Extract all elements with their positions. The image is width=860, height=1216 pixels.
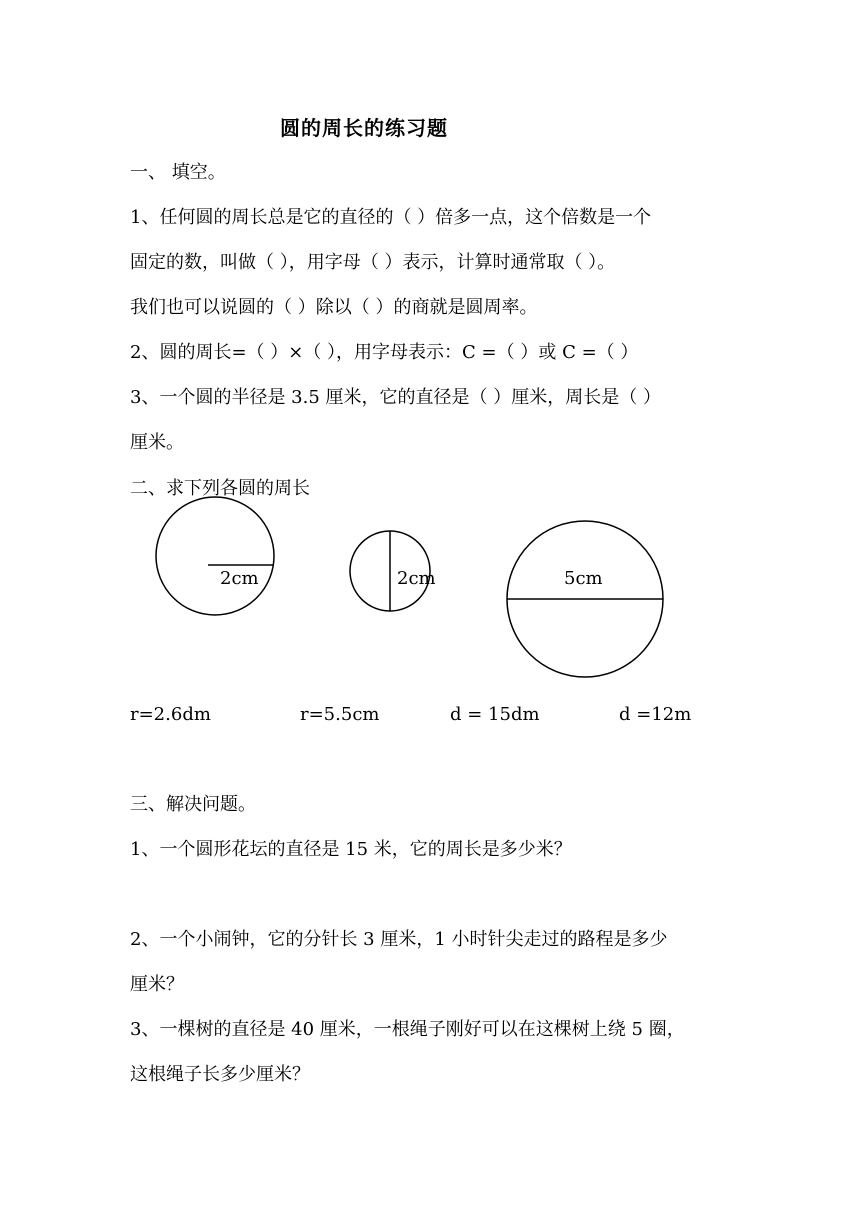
fill-question-1-line3: 我们也可以说圆的（ ）除以（ ）的商就是圆周率。 xyxy=(130,297,538,318)
section2-heading: 二、求下列各圆的周长 xyxy=(130,478,310,499)
circle-radius-figure xyxy=(156,497,274,615)
problem-3-line2: 这根绳子长多少厘米？ xyxy=(130,1064,310,1085)
given-3: d = 15dm xyxy=(450,704,540,725)
fill-question-3-line1: 3、一个圆的半径是 3.5 厘米，它的直径是（ ）厘米，周长是（ ） xyxy=(130,387,661,408)
fill-question-2: 2、圆的周长=（ ）×（ ），用字母表示：C =（ ）或 C =（ ） xyxy=(130,342,639,363)
given-4: d =12m xyxy=(619,704,692,725)
problem-1: 1、一个圆形花坛的直径是 15 米，它的周长是多少米？ xyxy=(130,839,572,860)
circle1-label: 2cm xyxy=(220,568,259,589)
fill-question-1-line1: 1、任何圆的周长总是它的直径的（ ）倍多一点，这个倍数是一个 xyxy=(130,207,652,228)
section3-heading: 三、解决问题。 xyxy=(130,794,256,815)
page-title: 圆的周长的练习题 xyxy=(280,116,448,140)
given-1: r=2.6dm xyxy=(130,704,211,725)
fill-question-3-line2: 厘米。 xyxy=(130,432,184,453)
problem-2-line2: 厘米？ xyxy=(130,974,184,995)
circle2-label: 2cm xyxy=(397,568,436,589)
circle3-label: 5cm xyxy=(564,568,603,589)
problem-2-line1: 2、一个小闹钟，它的分针长 3 厘米，1 小时针尖走过的路程是多少 xyxy=(130,929,668,950)
problem-3-line1: 3、一棵树的直径是 40 厘米，一根绳子刚好可以在这棵树上绕 5 圈， xyxy=(130,1019,685,1040)
given-2: r=5.5cm xyxy=(300,704,380,725)
section1-heading: 一、 填空。 xyxy=(130,162,226,183)
fill-question-1-line2: 固定的数，叫做（ ），用字母（ ）表示，计算时通常取（ ）。 xyxy=(130,252,616,273)
